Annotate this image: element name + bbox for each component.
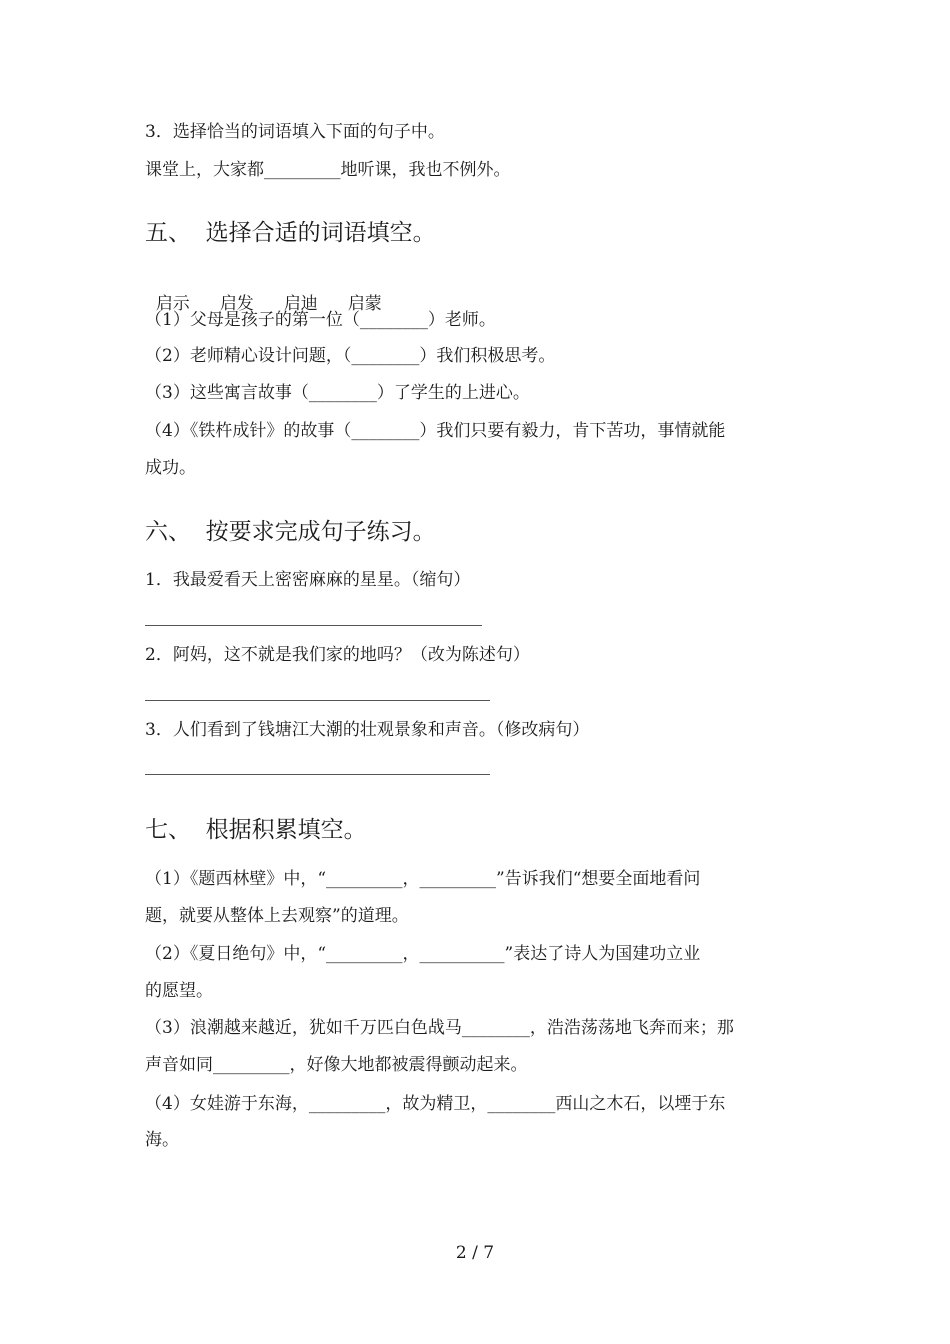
word-option: 启迪: [283, 294, 318, 314]
section7-heading: 七、 根据积累填空。: [145, 817, 367, 843]
section7-line: （4）女娃游于东海，_________，故为精卫，________西山之木石，以堙于东: [145, 1094, 726, 1114]
word-option: 启示: [155, 294, 190, 314]
section6-heading: 六、 按要求完成句子练习。: [145, 519, 436, 545]
section6-q3: 3．人们看到了钱塘江大潮的壮观景象和声音。（修改病句）: [145, 720, 590, 740]
answer-line[interactable]: [145, 700, 490, 701]
section7-line: 的愿望。: [145, 981, 213, 1001]
section6-q2: 2．阿妈，这不就是我们家的地吗？（改为陈述句）: [145, 645, 530, 665]
page-number: 2 / 7: [455, 1243, 495, 1263]
word-option: 启蒙: [347, 294, 382, 314]
section5-item: （4）《铁杵成针》的故事（________）我们只要有毅力，肯下苦功，事情就能: [145, 421, 726, 441]
section5-item: 成功。: [145, 458, 196, 478]
section7-line: （2）《夏日绝句》中，“_________，__________”表达了诗人为国建功立业: [145, 944, 701, 964]
section7-line: （1）《题西林壁》中，“_________，_________”告诉我们“想要全面地看问: [145, 869, 701, 889]
section5-item: （1）父母是孩子的第一位（________）老师。: [145, 310, 496, 330]
word-option: 启发: [219, 294, 254, 314]
section7-line: 海。: [145, 1130, 179, 1150]
section7-line: （3）浪潮越来越近，犹如千万匹白色战马________，浩浩荡荡地飞奔而来；那: [145, 1018, 734, 1038]
section5-heading: 五、 选择合适的词语填空。: [145, 220, 436, 246]
answer-line[interactable]: [145, 774, 490, 775]
section7-line: 题，就要从整体上去观察”的道理。: [145, 906, 409, 926]
answer-line[interactable]: [145, 625, 482, 626]
section7-line: 声音如同_________，好像大地都被震得颤动起来。: [145, 1055, 528, 1075]
q3-sentence: 课堂上，大家都_________地听课，我也不例外。: [145, 160, 511, 180]
section5-item: （3）这些寓言故事（________）了学生的上进心。: [145, 383, 530, 403]
section6-q1: 1．我最爱看天上密密麻麻的星星。（缩句）: [145, 570, 471, 590]
q3-prompt: 3．选择恰当的词语填入下面的句子中。: [145, 122, 445, 142]
section5-item: （2）老师精心设计问题，（________）我们积极思考。: [145, 346, 556, 366]
